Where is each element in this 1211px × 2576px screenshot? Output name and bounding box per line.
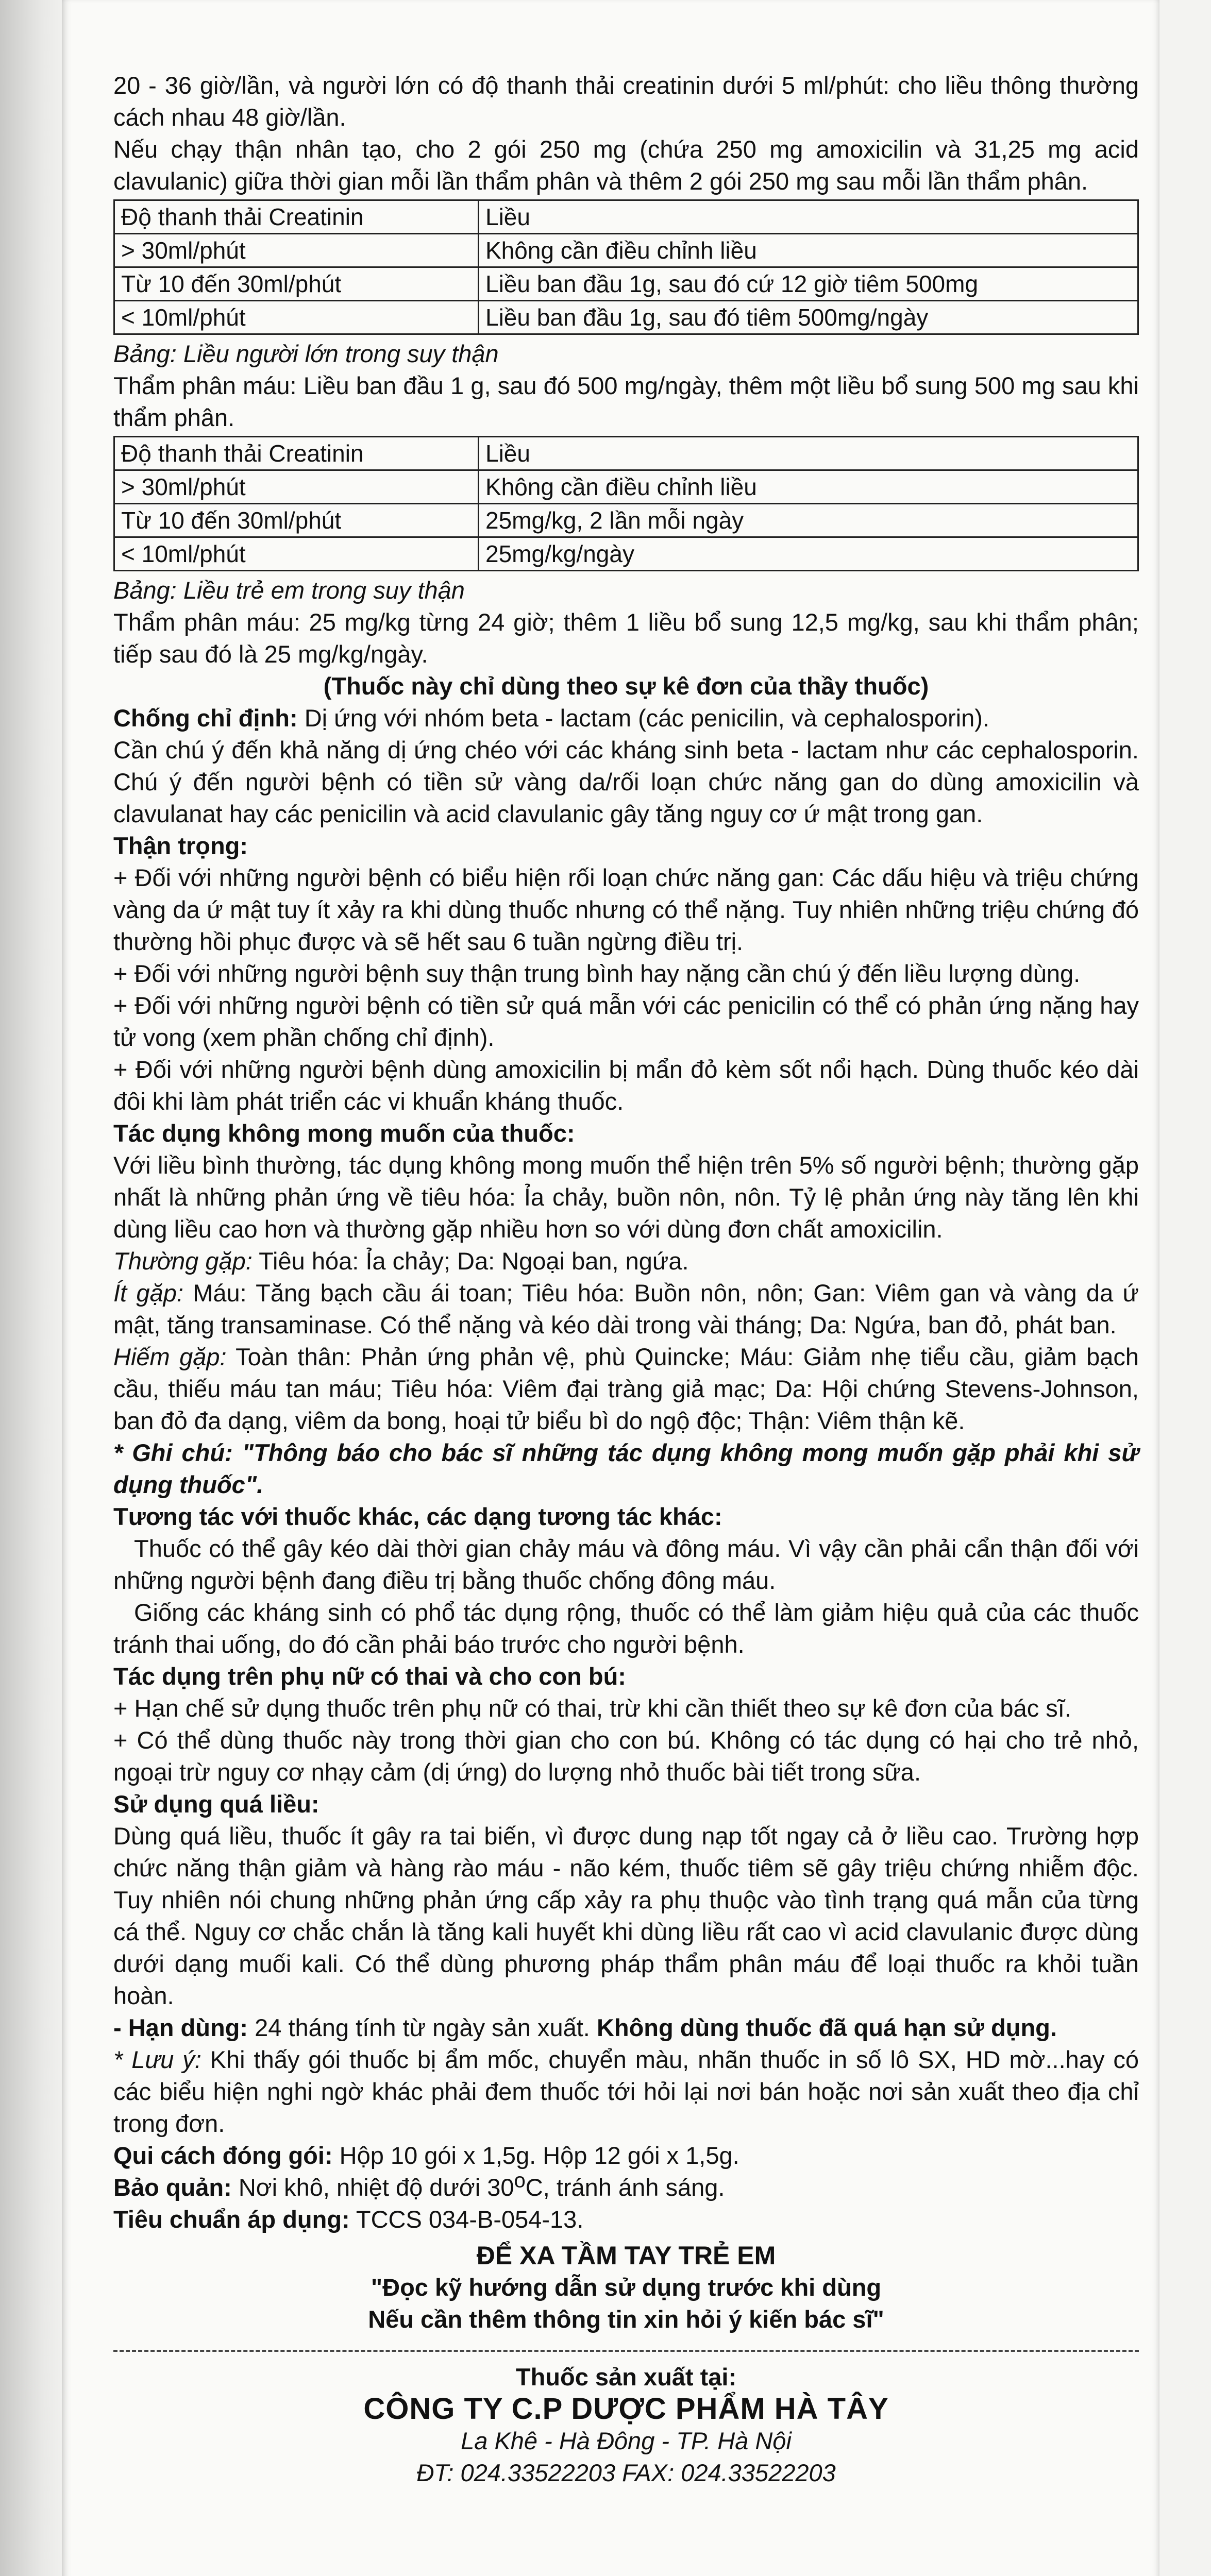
- standard-paragraph: [113, 2204, 1139, 2235]
- table-row: [114, 267, 1138, 301]
- adverse-common: [113, 1245, 1139, 1277]
- table-row: [114, 301, 1138, 334]
- prescription-note: (Thuốc này chỉ dùng theo sự kê đơn của thầy thuốc): [323, 672, 929, 700]
- overdose-paragraph: Dùng quá liều, thuốc ít gây ra tai biến, vì được dung nạp tốt ngay cả ở liều cao. Trường hợp chức năng thận giảm và hàng rào máu - não kém, thuốc tiêm sẽ gây triệu chứng nhiễm độc. Tuy nhiên nói chung những phản ứng cấp xảy ra phụ thuộc vào tình trạng quá mẫn của từng cá thể. Nguy cơ chắc chắn là tăng kali huyết khi dùng liều rất cao vì acid clavulanic được dùng dưới dạng muối kali. Có thể dùng phương pháp thẩm phân máu để loại thuốc ra khỏi tuần hoàn.: [113, 1822, 1139, 2009]
- adverse-note: * Ghi chú: "Thông báo cho bác sĩ những tác dụng không mong muốn gặp phải khi sử dụng thuốc".: [113, 1439, 1139, 1498]
- adult-dialysis-text: Thẩm phân máu: Liều ban đầu 1 g, sau đó 500 mg/ngày, thêm một liều bổ sung 500 mg sau khi thẩm phân.: [113, 372, 1139, 431]
- table-cell: < 10ml/phút: [114, 301, 479, 334]
- expiry-text: 24 tháng tính từ ngày sản xuất.: [248, 2014, 597, 2041]
- table-cell: > 30ml/phút: [114, 470, 479, 504]
- intro-paragraph-1: 20 - 36 giờ/lần, và người lớn có độ thanh thải creatinin dưới 5 ml/phút: cho liều thông thường cách nhau 48 giờ/lần.: [113, 72, 1139, 131]
- adverse-common-label: Thường gặp:: [113, 1247, 253, 1275]
- note-paragraph: [113, 2044, 1139, 2140]
- storage-label: Bảo quản:: [113, 2174, 232, 2201]
- table-cell: Từ 10 đến 30ml/phút: [114, 504, 479, 537]
- read-instructions-line-1: "Đọc kỹ hướng dẫn sử dụng trước khi dùng: [371, 2274, 882, 2301]
- table-cell: < 10ml/phút: [114, 537, 479, 571]
- adverse-uncommon: [113, 1277, 1139, 1341]
- adverse-heading: Tác dụng không mong muốn của thuốc:: [113, 1120, 575, 1147]
- adverse-rare-text: Toàn thân: Phản ứng phản vệ, phù Quincke; Máu: Giảm nhẹ tiểu cầu, giảm bạch cầu, thiếu máu tan máu; Tiêu hóa: Viêm đại tràng giả mạc; Da: Hội chứng Stevens-Johnson, ban đỏ đa dạng, viêm da bong, hoại tử biểu bì do ngộ độc; Thận: Viêm thận kẽ.: [113, 1343, 1139, 1434]
- table-cell: Từ 10 đến 30ml/phút: [114, 267, 479, 301]
- caution-heading: Thận trọng:: [113, 832, 248, 859]
- child-table-caption: Bảng: Liều trẻ em trong suy thận: [113, 577, 465, 604]
- table-cell: Không cần điều chỉnh liều: [479, 470, 1138, 504]
- contraindication-text: Dị ứng với nhóm beta - lactam (các penicilin, và cephalosporin).: [297, 704, 989, 732]
- storage-text: Nơi khô, nhiệt độ dưới 30: [231, 2174, 514, 2201]
- caution-item: + Đối với những người bệnh có biểu hiện rối loạn chức năng gan: Các dấu hiệu và triệu chứng vàng da ứ mật tuy ít xảy ra khi dùng thuốc nhưng có thể nặng. Tuy nhiên những triệu chứng đó thường hồi phục được và sẽ hết sau 6 tuần ngừng điều trị.: [113, 864, 1139, 955]
- table-header-row: [114, 200, 1138, 234]
- adverse-common-text: Tiêu hóa: Ỉa chảy; Da: Ngoại ban, ngứa.: [252, 1247, 689, 1275]
- interactions-paragraph-2: Giống các kháng sinh có phổ tác dụng rộng, thuốc có thể làm giảm hiệu quả của các thuốc tránh thai uống, do đó cần phải báo trước cho người bệnh.: [113, 1599, 1139, 1658]
- table-cell: 25mg/kg/ngày: [479, 537, 1138, 571]
- table-header-cell: Độ thanh thải Creatinin: [114, 200, 479, 234]
- pregnancy-paragraph-1: + Hạn chế sử dụng thuốc trên phụ nữ có thai, trừ khi cần thiết theo sự kê đơn của bác sĩ.: [113, 1694, 1071, 1722]
- note-label: * Lưu ý:: [113, 2046, 201, 2073]
- adverse-uncommon-text: Máu: Tăng bạch cầu ái toan; Tiêu hóa: Buồn nôn, nôn; Gan: Viêm gan và vàng da ứ mật, tăng transaminase. Có thể nặng và kéo dài trong vài tháng; Da: Ngứa, ban đỏ, phát ban.: [113, 1279, 1139, 1338]
- note-text: Khi thấy gói thuốc bị ẩm mốc, chuyển màu, nhãn thuốc in số lô SX, HD mờ...hay có các biểu hiện nghi ngờ khác phải đem thuốc tới hỏi lại nơi bán hoặc nơi sản xuất theo địa chỉ trong đơn.: [113, 2046, 1139, 2137]
- adverse-uncommon-label: Ít gặp:: [113, 1279, 183, 1307]
- caution-item: + Đối với những người bệnh dùng amoxicilin bị mẩn đỏ kèm sốt nổi hạch. Dùng thuốc kéo dài đôi khi làm phát triển các vi khuẩn kháng thuốc.: [113, 1056, 1139, 1115]
- child-dose-table: [113, 436, 1139, 571]
- adverse-paragraph: Với liều bình thường, tác dụng không mong muốn thể hiện trên 5% số người bệnh; thường gặp nhất là những phản ứng về tiêu hóa: Ỉa chảy, buồn nôn, nôn. Tỷ lệ phản ứng này tăng lên khi dùng liều cao hơn và thường gặp nhiều hơn so với dùng đơn chất amoxicilin.: [113, 1151, 1139, 1243]
- child-dialysis-text: Thẩm phân máu: 25 mg/kg từng 24 giờ; thêm 1 liều bổ sung 12,5 mg/kg, sau khi thẩm phân; tiếp sau đó là 25 mg/kg/ngày.: [113, 608, 1139, 668]
- table-cell: Không cần điều chỉnh liều: [479, 234, 1138, 267]
- table-header-cell: Liều: [479, 200, 1138, 234]
- adult-dose-table: [113, 199, 1139, 335]
- table-cell: Liều ban đầu 1g, sau đó cứ 12 giờ tiêm 500mg: [479, 267, 1138, 301]
- contraindication-heading: Chống chỉ định:: [113, 704, 298, 732]
- table-row: [114, 470, 1138, 504]
- caution-item: + Đối với những người bệnh suy thận trung bình hay nặng cần chú ý đến liều lượng dùng.: [113, 960, 1081, 987]
- storage-text-end: C, tránh ánh sáng.: [525, 2174, 725, 2201]
- table-row: [114, 234, 1138, 267]
- storage-paragraph: [113, 2169, 1139, 2204]
- standard-label: Tiêu chuẩn áp dụng:: [113, 2206, 350, 2233]
- manufacturer-name: CÔNG TY C.P DƯỢC PHẨM HÀ TÂY: [363, 2392, 889, 2426]
- manufacturer-address: La Khê - Hà Đông - TP. Hà Nội: [461, 2427, 792, 2454]
- adverse-rare-label: Hiếm gặp:: [113, 1343, 227, 1370]
- overdose-heading: Sử dụng quá liều:: [113, 1790, 319, 1818]
- expiry-warning: Không dùng thuốc đã quá hạn sử dụng.: [596, 2014, 1057, 2041]
- dashed-divider: [113, 2350, 1139, 2352]
- caution-item: + Đối với những người bệnh có tiền sử quá mẫn với các penicilin có thể có phản ứng nặng hay tử vong (xem phần chống chỉ định).: [113, 992, 1139, 1051]
- intro-paragraph-2: Nếu chạy thận nhân tạo, cho 2 gói 250 mg (chứa 250 mg amoxicilin và 31,25 mg acid clavulanic) giữa thời gian mỗi lần thẩm phân và thêm 2 gói 250 mg sau mỗi lần thẩm phân.: [113, 135, 1139, 195]
- expiry-paragraph: [113, 2012, 1139, 2044]
- adult-table-caption: Bảng: Liều người lớn trong suy thận: [113, 340, 499, 367]
- table-row: [114, 504, 1138, 537]
- pregnancy-heading: Tác dụng trên phụ nữ có thai và cho con bú:: [113, 1663, 626, 1690]
- page-edge-shadow: [0, 0, 62, 2576]
- keep-away-warning: ĐỂ XA TẦM TAY TRẺ EM: [476, 2241, 776, 2270]
- interactions-paragraph-1: Thuốc có thể gây kéo dài thời gian chảy máu và đông máu. Vì vậy cần phải cẩn thận đối với những người bệnh đang điều trị bằng thuốc chống đông máu.: [113, 1535, 1139, 1594]
- degree-symbol: o: [514, 2169, 526, 2192]
- table-header-cell: Liều: [479, 437, 1138, 470]
- packaging-text: Hộp 10 gói x 1,5g. Hộp 12 gói x 1,5g.: [332, 2142, 739, 2169]
- manufacturer-label: Thuốc sản xuất tại:: [515, 2363, 737, 2391]
- pregnancy-paragraph-2: + Có thể dùng thuốc này trong thời gian cho con bú. Không có tác dụng có hại cho trẻ nhỏ, ngoại trừ nguy cơ nhạy cảm (dị ứng) do lượng nhỏ thuốc bài tiết trong sữa.: [113, 1726, 1139, 1786]
- standard-text: TCCS 034-B-054-13.: [349, 2206, 584, 2233]
- table-header-cell: Độ thanh thải Creatinin: [114, 437, 479, 470]
- table-row: [114, 537, 1138, 571]
- table-header-row: [114, 437, 1138, 470]
- adverse-rare: [113, 1341, 1139, 1437]
- table-cell: 25mg/kg, 2 lần mỗi ngày: [479, 504, 1138, 537]
- packaging-label: Qui cách đóng gói:: [113, 2142, 333, 2169]
- manufacturer-phone: ĐT: 024.33522203 FAX: 024.33522203: [416, 2459, 836, 2486]
- read-instructions-line-2: Nếu cần thêm thông tin xin hỏi ý kiến bác sĩ": [368, 2306, 884, 2333]
- interactions-heading: Tương tác với thuốc khác, các dạng tương tác khác:: [113, 1503, 722, 1530]
- leaflet-content: [113, 70, 1139, 2489]
- table-cell: > 30ml/phút: [114, 234, 479, 267]
- packaging-paragraph: [113, 2140, 1139, 2172]
- contraindication-paragraph-2: Cần chú ý đến khả năng dị ứng chéo với các kháng sinh beta - lactam như các cephalosporin. Chú ý đến người bệnh có tiền sử vàng da/rối loạn chức năng gan do dùng amoxicilin và clavulanat hay các penicilin và acid clavulanic gây tăng nguy cơ ứ mật trong gan.: [113, 736, 1139, 827]
- table-cell: Liều ban đầu 1g, sau đó tiêm 500mg/ngày: [479, 301, 1138, 334]
- expiry-label: - Hạn dùng:: [113, 2014, 248, 2041]
- contraindication-paragraph: [113, 702, 1139, 734]
